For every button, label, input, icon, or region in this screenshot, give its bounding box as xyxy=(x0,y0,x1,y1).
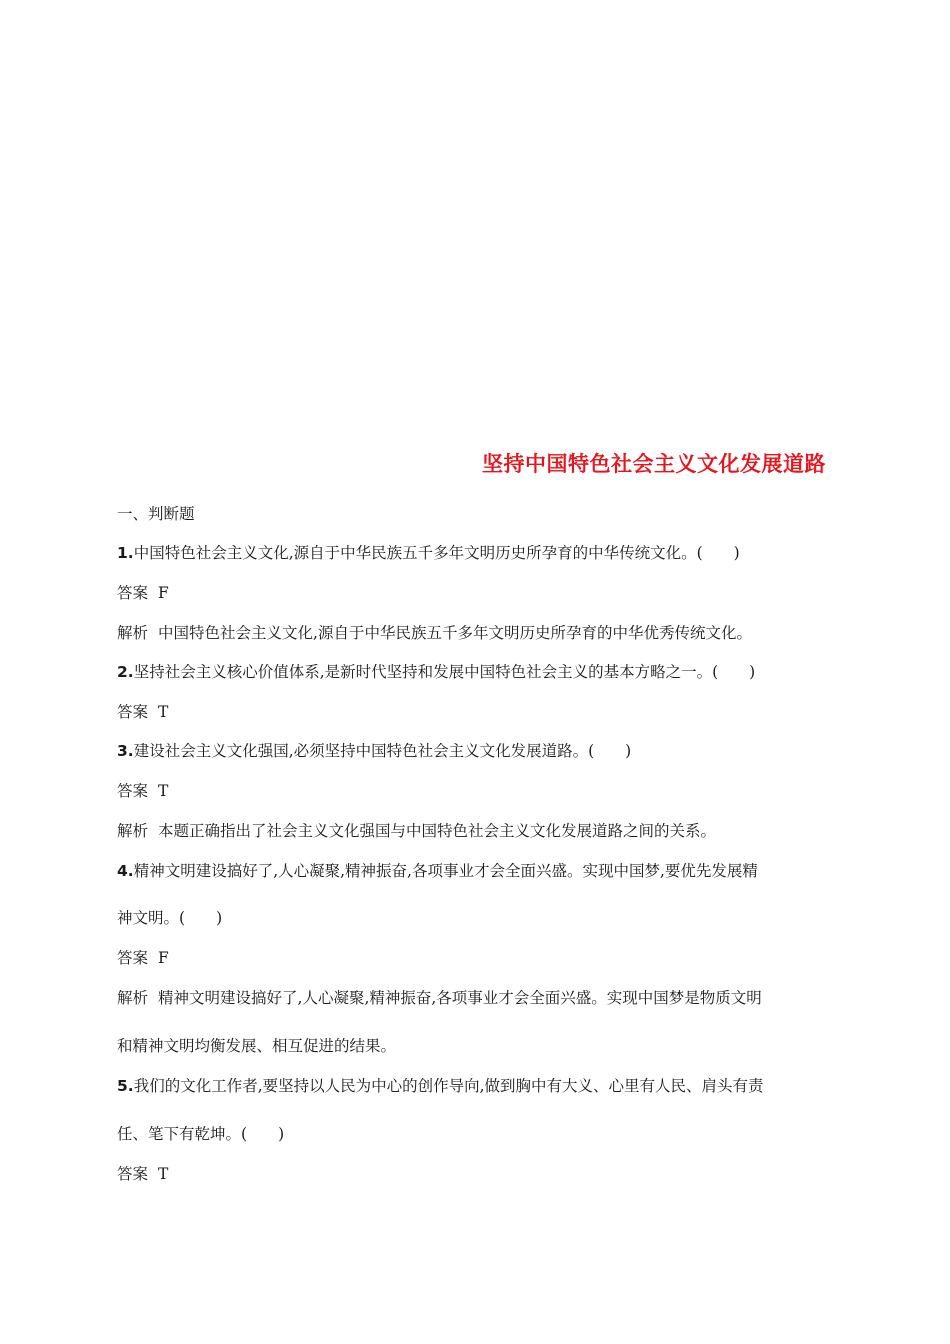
answer-4 xyxy=(117,947,829,969)
question-text-line2: 神文明。 xyxy=(117,909,180,927)
question-number: 5. xyxy=(117,1077,134,1095)
question-number: 2. xyxy=(117,663,134,681)
question-number: 4. xyxy=(117,862,134,880)
answer-label: 答案 xyxy=(117,782,149,800)
question-text-line1: 精神文明建设搞好了,人心凝聚,精神振奋,各项事业才会全面兴盛。实现中国梦,要优先发展精 xyxy=(133,862,758,880)
answer-label: 答案 xyxy=(117,949,149,967)
question-3 xyxy=(117,740,829,762)
answer-value: T xyxy=(158,703,169,721)
analysis-text: 中国特色社会主义文化,源自于中华民族五千多年文明历史所孕育的中华优秀传统文化。 xyxy=(158,624,752,642)
question-text-line1: 我们的文化工作者,要坚持以人民为中心的创作导向,做到胸中有大义、心里有人民、肩头有责 xyxy=(133,1077,764,1095)
analysis-label: 解析 xyxy=(117,624,149,642)
question-number: 1. xyxy=(117,544,134,562)
question-2 xyxy=(117,661,829,683)
analysis-3 xyxy=(117,820,829,842)
answer-value: F xyxy=(158,949,169,967)
answer-value: T xyxy=(158,782,169,800)
answer-blank: ( ) xyxy=(712,663,756,681)
question-5-continued xyxy=(117,1123,829,1145)
answer-1 xyxy=(117,582,829,604)
answer-5 xyxy=(117,1163,829,1185)
question-text-line2: 任、笔下有乾坤。 xyxy=(117,1125,242,1143)
question-text: 建设社会主义文化强国,必须坚持中国特色社会主义文化发展道路。 xyxy=(133,742,589,760)
answer-blank: ( ) xyxy=(696,544,740,562)
question-text: 中国特色社会主义文化,源自于中华民族五千多年文明历史所孕育的中华传统文化。 xyxy=(133,544,697,562)
answer-blank: ( ) xyxy=(588,742,632,760)
answer-value: T xyxy=(158,1165,169,1183)
answer-label: 答案 xyxy=(117,703,149,721)
question-number: 3. xyxy=(117,742,134,760)
analysis-label: 解析 xyxy=(117,989,149,1007)
answer-label: 答案 xyxy=(117,584,149,602)
analysis-text: 本题正确指出了社会主义文化强国与中国特色社会主义文化发展道路之间的关系。 xyxy=(158,822,717,840)
question-4-continued xyxy=(117,907,829,929)
analysis-text-line2: 和精神文明均衡发展、相互促进的结果。 xyxy=(117,1037,397,1055)
page-title: 坚持中国特色社会主义文化发展道路 xyxy=(482,452,826,476)
section-heading: 一、判断题 xyxy=(117,505,195,523)
question-text: 坚持社会主义核心价值体系,是新时代坚持和发展中国特色社会主义的基本方略之一。 xyxy=(133,663,713,681)
answer-blank: ( ) xyxy=(179,909,223,927)
analysis-1 xyxy=(117,622,829,644)
answer-2 xyxy=(117,701,829,723)
answer-blank: ( ) xyxy=(241,1125,285,1143)
analysis-label: 解析 xyxy=(117,822,149,840)
analysis-4-continued xyxy=(117,1035,829,1057)
answer-value: F xyxy=(158,584,169,602)
question-1 xyxy=(117,542,829,564)
question-4 xyxy=(117,860,829,882)
answer-label: 答案 xyxy=(117,1165,149,1183)
question-5 xyxy=(117,1075,829,1097)
analysis-4 xyxy=(117,987,829,1009)
analysis-text-line1: 精神文明建设搞好了,人心凝聚,精神振奋,各项事业才会全面兴盛。实现中国梦是物质文明 xyxy=(158,989,762,1007)
answer-3 xyxy=(117,780,829,802)
